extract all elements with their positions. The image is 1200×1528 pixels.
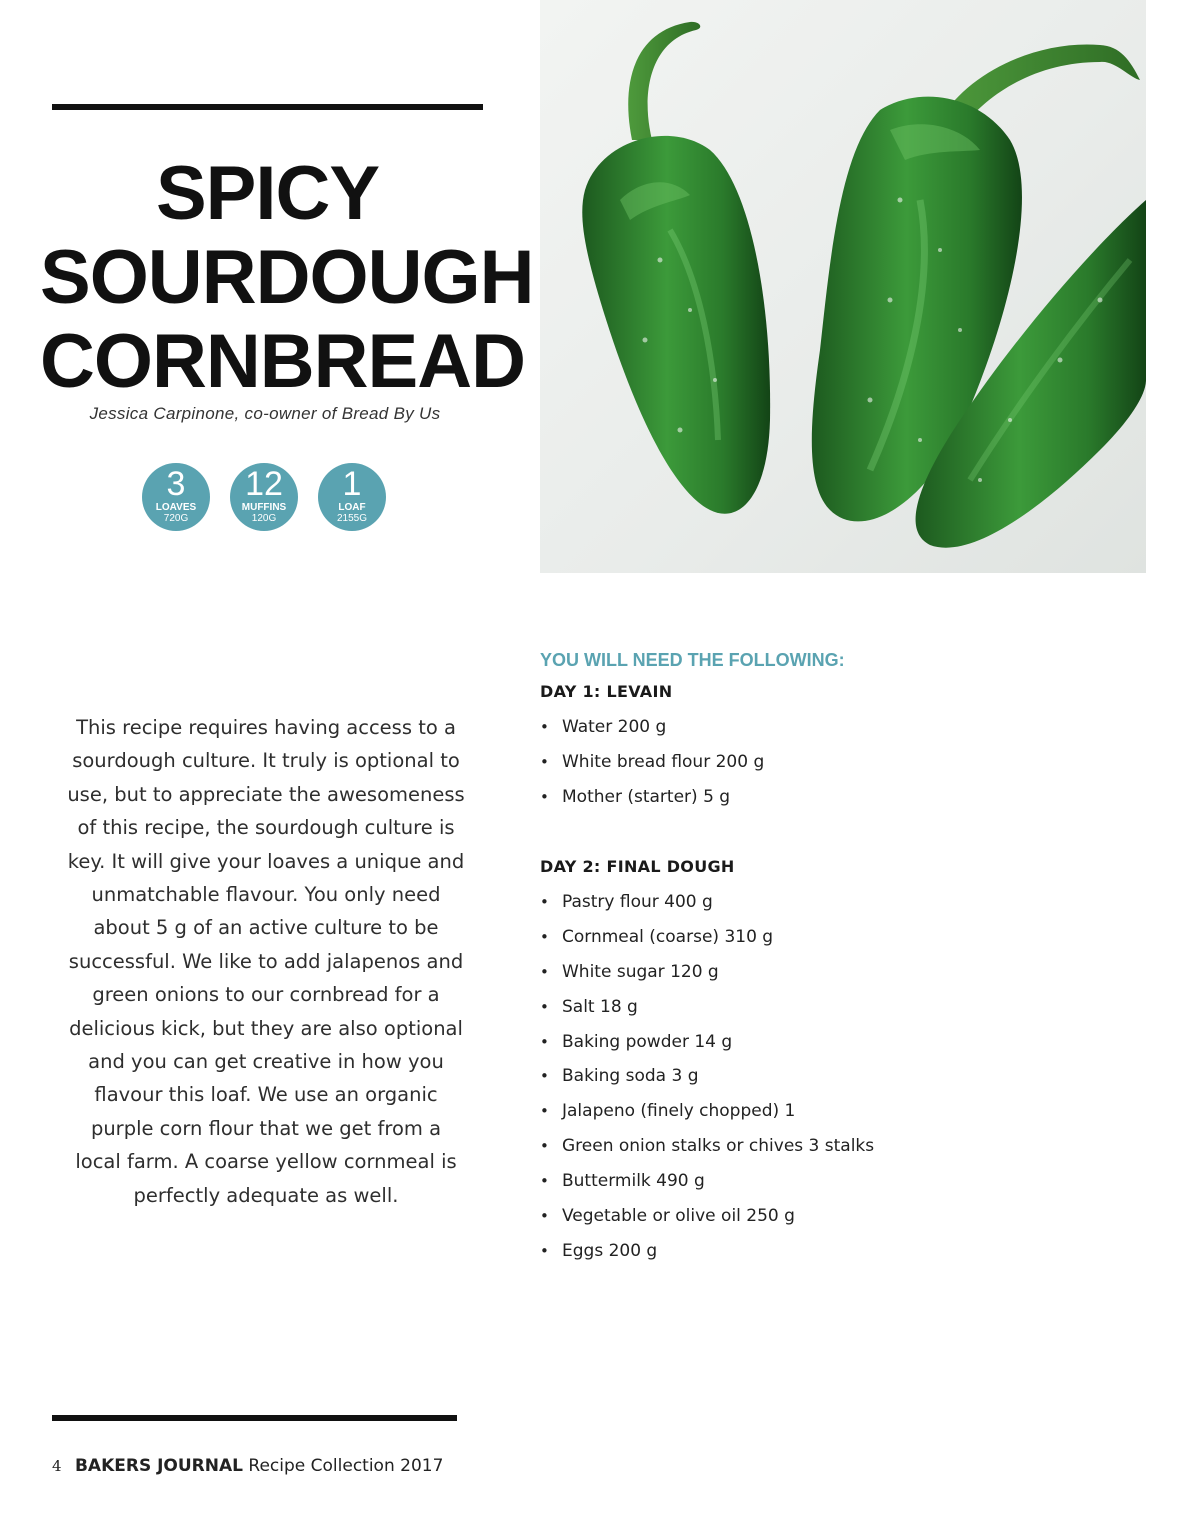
list-item: • Green onion stalks or chives 3 stalks [540,1129,874,1164]
yield-badge-loaf [318,463,386,531]
list-item: • Pastry flour 400 g [540,885,874,920]
jalapeno-peppers-icon [540,0,1146,573]
recipe-title [40,151,534,404]
bullet-icon: • [540,893,549,911]
day1-ingredient-list [540,710,764,815]
top-rule [52,104,483,110]
list-item: • Eggs 200 g [540,1234,874,1269]
bullet-icon: • [540,1241,549,1260]
yield-unit: MUFFINS [241,502,287,513]
yield-unit: LOAVES [155,502,197,513]
day2-heading: DAY 2: FINAL DOUGH [540,857,735,876]
bullet-icon: • [540,752,549,771]
bullet-icon: • [540,1067,549,1086]
title-line-3: CORNBREAD [40,319,525,404]
list-item: • Salt 18 g [540,990,874,1025]
bullet-icon: • [540,1172,549,1191]
yield-weight: 2155G [336,513,368,524]
list-item: • Baking powder 14 g [540,1025,874,1060]
list-item: • Buttermilk 490 g [540,1164,874,1199]
publication-brand: BAKERS JOURNAL [74,1456,243,1476]
yield-badges [142,463,392,531]
yield-badge-loaves [142,463,210,531]
bullet-icon: • [540,1207,549,1226]
bullet-icon: • [540,787,549,806]
list-item: • Jalapeno (finely chopped) 1 [540,1094,874,1129]
title-line-1: SPICY [155,151,380,236]
jalapeno-photo [540,0,1146,573]
page-footer [52,1456,443,1476]
yield-weight: 720G [163,513,189,524]
yield-badge-muffins [230,463,298,531]
list-item: • Vegetable or olive oil 250 g [540,1199,874,1234]
list-item: • Mother (starter) 5 g [540,780,764,815]
bullet-icon: • [540,1137,549,1156]
day2-ingredient-list [540,885,874,1269]
bullet-icon: • [540,1032,549,1051]
list-item: • White sugar 120 g [540,955,874,990]
bottom-rule [52,1415,457,1421]
byline: Jessica Carpinone, co-owner of Bread By Us [89,404,441,423]
list-item: • Water 200 g [540,710,764,745]
yield-unit: LOAF [338,502,366,513]
bullet-icon: • [540,1102,549,1121]
title-line-2: SOURDOUGH [40,235,534,320]
list-item: • Cornmeal (coarse) 310 g [540,920,874,955]
bullet-icon: • [540,718,549,736]
yield-weight: 120G [251,513,277,524]
list-item: • Baking soda 3 g [540,1059,874,1094]
publication-title: Recipe Collection 2017 [248,1456,444,1476]
day1-heading: DAY 1: LEVAIN [540,682,673,701]
pepper-left [582,22,770,514]
yield-number: 1 [342,465,362,503]
bullet-icon: • [540,997,549,1016]
page-number: 4 [52,1457,62,1475]
list-item: • White bread flour 200 g [540,745,764,780]
yield-number: 12 [245,465,283,503]
bullet-icon: • [540,927,549,946]
ingredients-heading: YOU WILL NEED THE FOLLOWING: [540,650,845,670]
intro-paragraph: This recipe requires having access to a sourdough culture. It truly is optional to use, but to appreciate the awesomeness of this recipe, the sourdough culture is key. It will give your loaves a unique and unmatchable flavour. You only need about 5 g of an active culture to be successful. We like to add jalapenos and green onions to our cornbread for a delicious kick, but they are also optional and you can get creative in how you flavour this loaf. We use an organic purple corn flour that we get from a local farm. A coarse yellow cornmeal is perfectly adequate as well. [67,716,465,1207]
bullet-icon: • [540,962,549,981]
yield-number: 3 [166,465,186,503]
